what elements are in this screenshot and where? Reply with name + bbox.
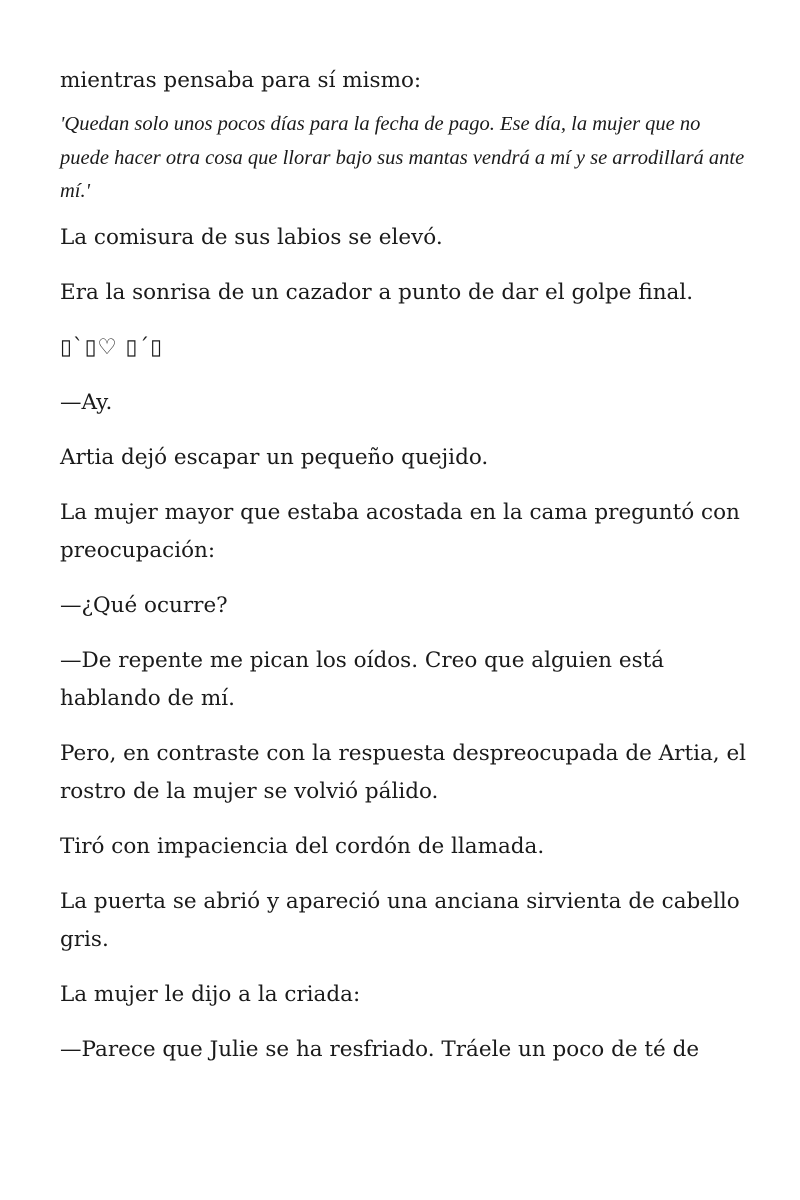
scene-divider: ▯`▯♡ ▯´▯ — [60, 334, 163, 360]
paragraph: Artia dejó escapar un pequeño quejido. — [60, 444, 489, 470]
paragraph: Tiró con impaciencia del cordón de llamada. — [60, 833, 545, 859]
paragraph: La puerta se abrió y apareció una anciana sirvienta de cabello gris. — [60, 888, 740, 952]
paragraph: Era la sonrisa de un cazador a punto de dar el golpe final. — [60, 279, 694, 305]
paragraph: La mujer le dijo a la criada: — [60, 981, 361, 1007]
paragraph: —Parece que Julie se ha resfriado. Tráele un poco de té de — [60, 1036, 700, 1062]
paragraph: —¿Qué ocurre? — [60, 592, 228, 618]
paragraph: mientras pensaba para sí mismo: — [60, 68, 422, 93]
paragraph: La mujer mayor que estaba acostada en la cama preguntó con preocupación: — [60, 499, 740, 563]
inner-thought-quote: 'Quedan solo unos pocos días para la fecha de pago. Ese día, la mujer que no puede hacer otra cosa que llorar bajo sus mantas vendrá a mí y se arrodillará ante mí.' — [60, 113, 745, 202]
paragraph: La comisura de sus labios se elevó. — [60, 224, 443, 250]
paragraph: —Ay. — [60, 389, 113, 415]
paragraph: —De repente me pican los oídos. Creo que alguien está hablando de mí. — [60, 647, 665, 711]
page-text — [60, 62, 750, 1086]
paragraph: Pero, en contraste con la respuesta despreocupada de Artia, el rostro de la mujer se volvió pálido. — [60, 740, 747, 804]
